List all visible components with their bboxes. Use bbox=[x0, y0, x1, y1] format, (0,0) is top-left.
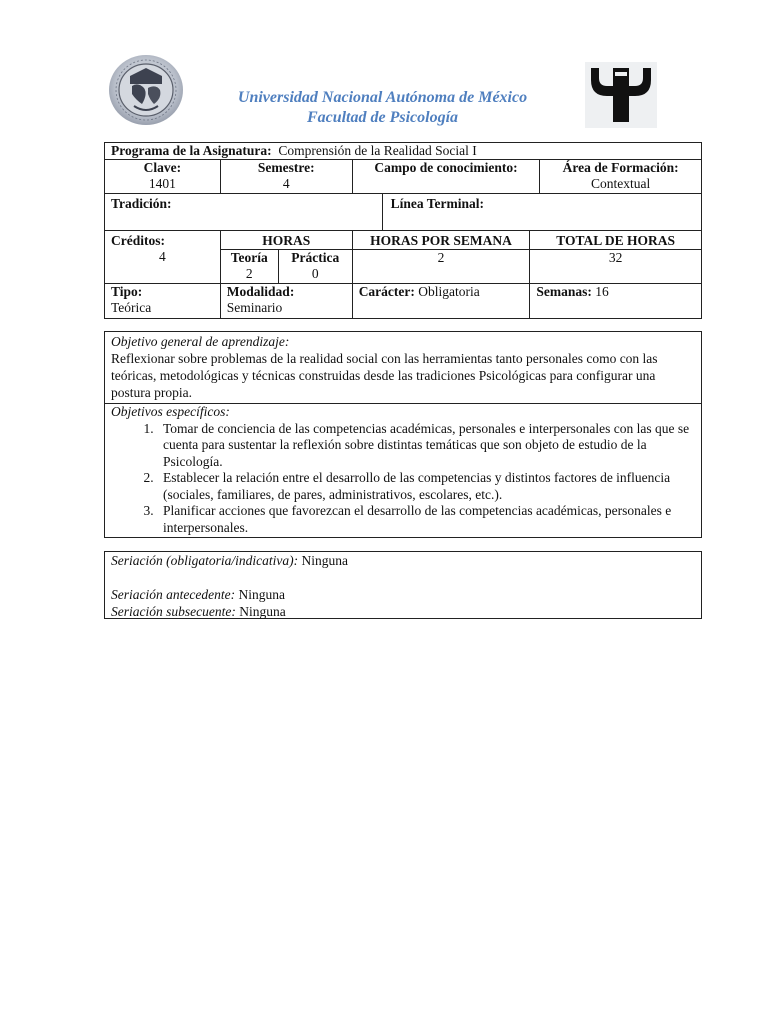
semanas-value: 16 bbox=[595, 284, 609, 299]
psychology-faculty-logo bbox=[585, 62, 657, 128]
semestre-value: 4 bbox=[282, 176, 290, 191]
tradicion-label: Tradición: bbox=[111, 196, 172, 211]
seriacion-type-value: Ninguna bbox=[301, 553, 348, 568]
general-objective-text: Reflexionar sobre problemas de la realidad social con las herramientas tanto personales como con las teóricas, metodológicas y técnicas construidas desde las tradiciones Psicológicas para configurar una postura propia. bbox=[111, 351, 658, 400]
modalidad-value: Seminario bbox=[226, 300, 283, 315]
specific-objectives-row bbox=[105, 404, 702, 538]
course-info-table bbox=[104, 142, 702, 319]
creditos-value: 4 bbox=[159, 249, 166, 264]
program-name: Comprensión de la Realidad Social I bbox=[278, 143, 477, 158]
horas-header-row bbox=[105, 231, 702, 250]
horas-semana-label: HORAS POR SEMANA bbox=[352, 231, 530, 250]
tradicion-cell bbox=[105, 194, 383, 231]
campo-cell bbox=[352, 160, 540, 194]
specific-objective-item: 3. Planificar acciones que favorezcan el desarrollo de las competencias académicas, personales e interpersonales. bbox=[157, 503, 695, 536]
seriacion-box bbox=[104, 551, 702, 619]
clave-row bbox=[105, 160, 702, 194]
total-horas-label: TOTAL DE HORAS bbox=[530, 231, 702, 250]
university-name: Universidad Nacional Autónoma de México bbox=[237, 89, 528, 106]
seriacion-antecedente-value: Ninguna bbox=[238, 587, 285, 602]
caracter-cell bbox=[352, 284, 530, 319]
specific-objective-item: 1. Tomar de conciencia de las competencias académicas, personales e interpersonales con las que se cuenta para sustentar la reflexión sobre distintas temáticas que son objeto de estudio de la Psicología. bbox=[157, 421, 695, 471]
tipo-row bbox=[105, 284, 702, 319]
practica-cell bbox=[278, 250, 352, 284]
seriacion-type-line bbox=[111, 552, 695, 569]
seriacion-subsecuente-line bbox=[111, 603, 695, 620]
seriacion-subsecuente-value: Ninguna bbox=[239, 604, 286, 619]
campo-label: Campo de conocimiento: bbox=[374, 160, 518, 175]
specific-objectives-cell bbox=[105, 404, 702, 538]
unam-seal-logo bbox=[108, 54, 184, 126]
tipo-value: Teórica bbox=[111, 300, 152, 315]
specific-objectives-list bbox=[111, 421, 695, 537]
semestre-cell bbox=[220, 160, 352, 194]
creditos-cell bbox=[105, 231, 221, 284]
program-row bbox=[105, 143, 702, 160]
linea-label: Línea Terminal: bbox=[390, 196, 485, 211]
tipo-cell bbox=[105, 284, 221, 319]
semanas-cell bbox=[530, 284, 702, 319]
tipo-label: Tipo: bbox=[111, 284, 143, 299]
practica-label: Práctica bbox=[291, 250, 340, 265]
horas-label: HORAS bbox=[220, 231, 352, 250]
area-cell bbox=[540, 160, 702, 194]
area-label: Área de Formación: bbox=[562, 160, 679, 175]
area-value: Contextual bbox=[591, 176, 651, 191]
institution-heading bbox=[180, 88, 585, 128]
seriacion-antecedente-label: Seriación antecedente: bbox=[111, 587, 236, 602]
tradicion-row bbox=[105, 194, 702, 231]
clave-label: Clave: bbox=[143, 160, 182, 175]
clave-value: 1401 bbox=[148, 176, 176, 191]
general-objective-cell bbox=[105, 332, 702, 404]
teoria-label: Teoría bbox=[230, 250, 268, 265]
program-label: Programa de la Asignatura: bbox=[111, 143, 272, 158]
modalidad-label: Modalidad: bbox=[226, 284, 295, 299]
caracter-label: Carácter: bbox=[358, 284, 415, 299]
caracter-value: Obligatoria bbox=[418, 284, 480, 299]
seriacion-subsecuente-label: Seriación subsecuente: bbox=[111, 604, 236, 619]
horas-semana-value: 2 bbox=[352, 250, 530, 284]
general-objective-label: Objetivo general de aprendizaje: bbox=[111, 334, 290, 349]
teoria-cell bbox=[220, 250, 278, 284]
specific-objective-item: 2. Establecer la relación entre el desarrollo de las competencias y distintos factores de influencia (sociales, familiares, de pares, administrativos, escolares, etc.). bbox=[157, 470, 695, 503]
modalidad-cell bbox=[220, 284, 352, 319]
practica-value: 0 bbox=[311, 266, 319, 281]
seriacion-antecedente-line bbox=[111, 586, 695, 603]
semestre-label: Semestre: bbox=[257, 160, 315, 175]
program-cell bbox=[105, 143, 702, 160]
teoria-value: 2 bbox=[245, 266, 253, 281]
linea-cell bbox=[382, 194, 701, 231]
seriacion-type-label: Seriación (obligatoria/indicativa): bbox=[111, 553, 299, 568]
general-objective-row bbox=[105, 332, 702, 404]
faculty-name: Facultad de Psicología bbox=[306, 109, 459, 126]
creditos-label: Créditos: bbox=[111, 233, 165, 248]
specific-objectives-label: Objetivos específicos: bbox=[111, 404, 230, 419]
total-horas-value: 32 bbox=[530, 250, 702, 284]
semanas-label: Semanas: bbox=[536, 284, 592, 299]
clave-cell bbox=[105, 160, 221, 194]
objectives-table bbox=[104, 331, 702, 538]
